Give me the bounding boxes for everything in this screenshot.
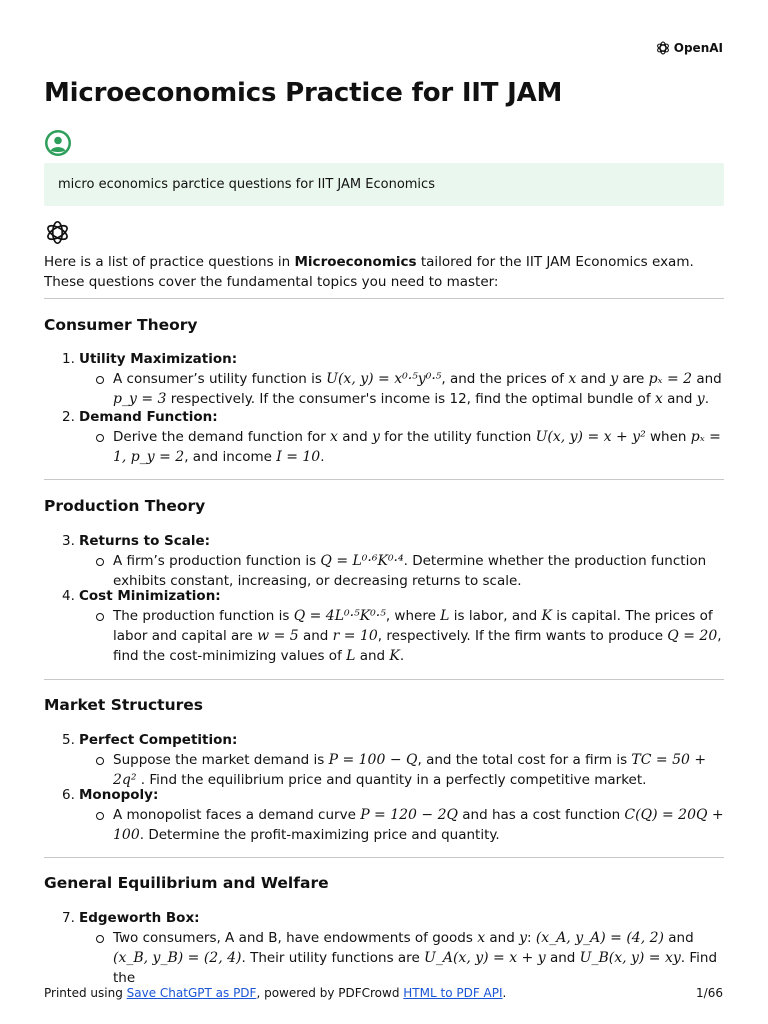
html-to-pdf-link[interactable]: HTML to PDF API <box>403 986 503 1000</box>
save-chatgpt-link[interactable]: Save ChatGPT as PDF <box>126 986 257 1000</box>
divider <box>44 679 724 680</box>
chatgpt-logo-icon <box>44 219 71 246</box>
section-production-theory: Production Theory <box>44 497 206 515</box>
question-3: 3. Returns to Scale: A firm’s production function is Q = L⁰·⁶K⁰·⁴. Determine whether the production function exhibits constant, increasing, or decreasing returns to scale. <box>62 531 727 591</box>
page-number: 1/66 <box>696 986 723 1000</box>
question-6: 6. Monopoly: A monopolist faces a demand curve P = 120 − 2Q and has a cost function C(Q) = 20Q + 100. Determine the profit-maximizing price and quantity. <box>62 785 727 845</box>
question-2: 2. Demand Function: Derive the demand function for x and y for the utility function U(x, y) = x + y² when pₓ = 1, p_y = 2, and income I = 10. <box>62 407 727 467</box>
openai-logo-icon <box>655 40 671 56</box>
section-consumer-theory: Consumer Theory <box>44 316 198 334</box>
divider <box>44 479 724 480</box>
divider <box>44 298 724 299</box>
question-1: 1. Utility Maximization: A consumer’s utility function is U(x, y) = x⁰·⁵y⁰·⁵, and the prices of x and y are pₓ = 2 and p_y = 3 respectively. If the consumer's income is 12, find the optimal bundle of x and y. <box>62 349 727 409</box>
user-message: micro economics parctice questions for IIT JAM Economics <box>44 163 724 206</box>
user-avatar-icon <box>44 129 72 157</box>
question-1-text: A consumer’s utility function is U(x, y) = x⁰·⁵y⁰·⁵, and the prices of x and y are pₓ = 2 and p_y = 3 respectively. If the consumer's income is 12, find the optimal bundle of x and y. <box>62 369 727 409</box>
question-6-text: A monopolist faces a demand curve P = 120 − 2Q and has a cost function C(Q) = 20Q + 100. Determine the profit-maximizing price and quantity. <box>62 805 727 845</box>
divider <box>44 857 724 858</box>
question-2-text: Derive the demand function for x and y for the utility function U(x, y) = x + y² when pₓ = 1, p_y = 2, and income I = 10. <box>62 427 727 467</box>
brand-name: OpenAI <box>673 41 723 55</box>
question-4: 4. Cost Minimization: The production function is Q = 4L⁰·⁵K⁰·⁵, where L is labor, and K is capital. The prices of labor and capital are w = 5 and r = 10, respectively. If the firm wants to produce Q = 20, find the cost-minimizing values of L and K. <box>62 586 727 666</box>
question-5-text: Suppose the market demand is P = 100 − Q, and the total cost for a firm is TC = 50 + 2q² . Find the equilibrium price and quantity in a perfectly competitive market. <box>62 750 727 790</box>
section-general-equilibrium: General Equilibrium and Welfare <box>44 874 329 892</box>
question-7: 7. Edgeworth Box: Two consumers, A and B, have endowments of goods x and y: (x_A, y_A) = (4, 2) and (x_B, y_B) = (2, 4). Their utility functions are U_A(x, y) = x + y and U_B(x, y) = xy. Find the <box>62 908 727 988</box>
section-market-structures: Market Structures <box>44 696 204 714</box>
footer: Printed using Save ChatGPT as PDF, powered by PDFCrowd HTML to PDF API. <box>44 986 507 1000</box>
question-5: 5. Perfect Competition: Suppose the market demand is P = 100 − Q, and the total cost for a firm is TC = 50 + 2q² . Find the equilibrium price and quantity in a perfectly competitive market. <box>62 730 727 790</box>
question-4-text: The production function is Q = 4L⁰·⁵K⁰·⁵, where L is labor, and K is capital. The prices of labor and capital are w = 5 and r = 10, respectively. If the firm wants to produce Q = 20, find the cost-minimizing values of L and K. <box>62 606 727 666</box>
page-title: Microeconomics Practice for IIT JAM <box>44 78 563 108</box>
question-3-text: A firm’s production function is Q = L⁰·⁶K⁰·⁴. Determine whether the production function exhibits constant, increasing, or decreasing returns to scale. <box>62 551 727 591</box>
question-7-text: Two consumers, A and B, have endowments of goods x and y: (x_A, y_A) = (4, 2) and (x_B, y_B) = (2, 4). Their utility functions are U_A(x, y) = x + y and U_B(x, y) = xy. Find the <box>62 928 727 988</box>
openai-brand <box>655 40 723 56</box>
intro-paragraph: Here is a list of practice questions in Microeconomics tailored for the IIT JAM Economics exam. These questions cover the fundamental topics you need to master: <box>44 254 694 290</box>
